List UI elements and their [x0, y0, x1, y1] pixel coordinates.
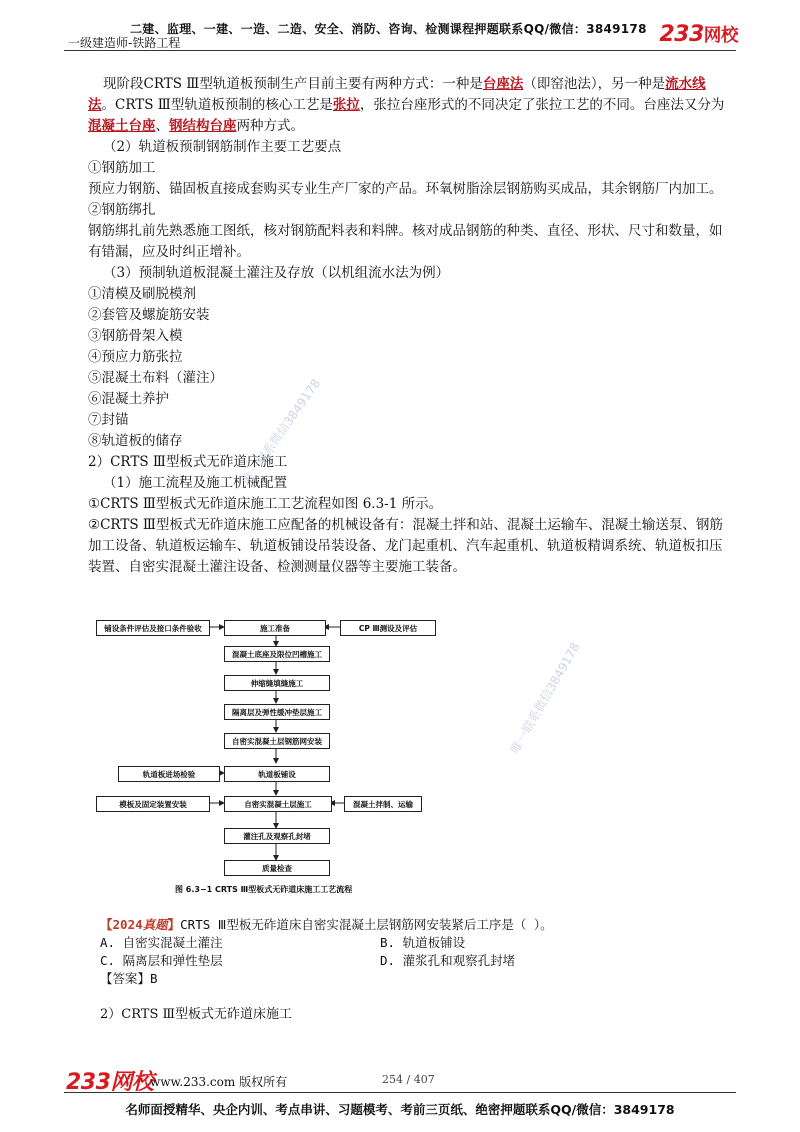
flow-step: 伸缩缝填缝施工	[224, 675, 330, 691]
option-a: A. 自密实混凝土灌注	[100, 935, 223, 950]
flow-step-left: 模板及固定装置安装	[96, 796, 210, 812]
list-item: ②钢筋绑扎	[88, 202, 156, 218]
flow-step: 自密实混凝土层钢筋网安装	[224, 733, 330, 749]
section-subheading: （1）施工流程及施工机械配置	[103, 475, 288, 491]
options-row	[100, 934, 660, 952]
options-row	[100, 952, 660, 970]
list-item: ②CRTS Ⅲ型板式无砟道床施工应配备的机械设备有：混凝土拌和站、混凝土运输车、混凝土输送泵、钢筋加工设备、轨道板运输车、轨道板铺设吊装设备、龙门起重机、汽车起重机、轨道板精调系统、轨道板扣压装置、自密实混凝土灌注设备、检测测量仪器等主要施工装备。	[88, 517, 723, 575]
flow-step-right-top: CP Ⅲ测设及评估	[340, 620, 436, 636]
list-item: ⑤混凝土布料（灌注）	[88, 370, 223, 386]
brand-logo-footer: 233网校	[66, 1070, 154, 1095]
paragraph-prefab-methods: 现阶段CRTS Ⅲ型轨道板预制生产目前主要有两种方式：一种是台座法（即窑池法），另一种是流水线法。CRTS Ⅲ型轨道板预制的核心工艺是张拉，张拉台座形式的不同决定了张拉工艺的不同。台座法又分为混凝土台座、钢结构台座两种方式。	[88, 76, 725, 134]
footer-divider	[64, 1092, 736, 1093]
question-tag: 【2024真题】	[100, 917, 181, 932]
header-subtitle: 一级建造师-铁路工程	[68, 36, 181, 50]
question-stem: 【2024真题】CRTS Ⅲ型板无砟道床自密实混凝土层钢筋网安装紧后工序是（ ）。	[100, 917, 553, 932]
flow-step: 轨道板铺设	[224, 766, 330, 782]
flow-step: 灌注孔及观察孔封堵	[224, 828, 330, 844]
section-heading: （2）轨道板预制钢筋制作主要工艺要点	[103, 139, 342, 155]
watermark: 唯一联系微信3849178	[239, 376, 324, 488]
flow-step-right: 混凝土拌制、运输	[344, 796, 422, 812]
list-item: ①清模及刷脱模剂	[88, 286, 196, 302]
section-heading: （3）预制轨道板混凝土灌注及存放（以机组流水法为例）	[103, 265, 450, 281]
document-body	[88, 74, 728, 578]
list-item: ⑧轨道板的储存	[88, 433, 183, 449]
option-c: C. 隔离层和弹性垫层	[100, 953, 223, 968]
list-item: ①钢筋加工	[88, 160, 156, 176]
section-heading: 2）CRTS Ⅲ型板式无砟道床施工	[88, 454, 288, 470]
header-divider	[64, 50, 736, 51]
flow-step-left: 轨道板进场检验	[118, 766, 220, 782]
flow-step-left-top: 铺设条件评估及接口条件验收	[96, 620, 210, 636]
list-item: ①CRTS Ⅲ型板式无砟道床施工工艺流程如图 6.3-1 所示。	[88, 496, 443, 512]
paragraph: 预应力钢筋、锚固板直接成套购买专业生产厂家的产品。环氧树脂涂层钢筋购买成品，其余钢筋厂内加工。	[88, 181, 723, 197]
header-ad-text: 二建、监理、一建、一造、二造、安全、消防、咨询、检测课程押题联系QQ/微信：3849178	[130, 22, 647, 36]
section-heading: 2）CRTS Ⅲ型板式无砟道床施工	[100, 1007, 293, 1022]
figure-caption: 图 6.3−1 CRTS Ⅲ型板式无砟道床施工工艺流程	[175, 885, 353, 894]
footer-ad-text: 名师面授精华、央企内训、考点串讲、习题模考、考前三页纸、绝密押题联系QQ/微信：3849178	[125, 1102, 675, 1117]
watermark: 唯一联系微信3849178	[507, 640, 583, 756]
flow-step: 隔离层及弹性缓冲垫层施工	[224, 704, 330, 720]
list-item: ⑦封锚	[88, 412, 129, 428]
list-item: ⑥混凝土养护	[88, 391, 169, 407]
exam-question	[100, 916, 660, 988]
flow-step: 自密实混凝土层施工	[224, 796, 332, 812]
process-flowchart	[96, 614, 516, 902]
page-number: 254 / 407	[382, 1073, 435, 1086]
flow-step: 混凝土底座及限位凹槽施工	[224, 646, 330, 662]
option-d: D. 灌浆孔和观察孔封堵	[380, 953, 516, 968]
flow-step: 质量检查	[224, 860, 330, 876]
option-b: B. 轨道板铺设	[380, 935, 466, 950]
answer: 【答案】B	[100, 971, 158, 986]
flow-step: 施工准备	[224, 620, 326, 636]
list-item: ②套管及螺旋筋安装	[88, 307, 210, 323]
list-item: ③钢筋骨架入模	[88, 328, 183, 344]
brand-logo-top: 233网校	[659, 22, 738, 47]
footer-site: www.233.com 版权所有	[150, 1075, 288, 1089]
list-item: ④预应力筋张拉	[88, 349, 183, 365]
paragraph: 钢筋绑扎前先熟悉施工图纸，核对钢筋配料表和料牌。核对成品钢筋的种类、直径、形状、尺寸和数量，如有错漏，应及时纠正增补。	[88, 223, 723, 260]
